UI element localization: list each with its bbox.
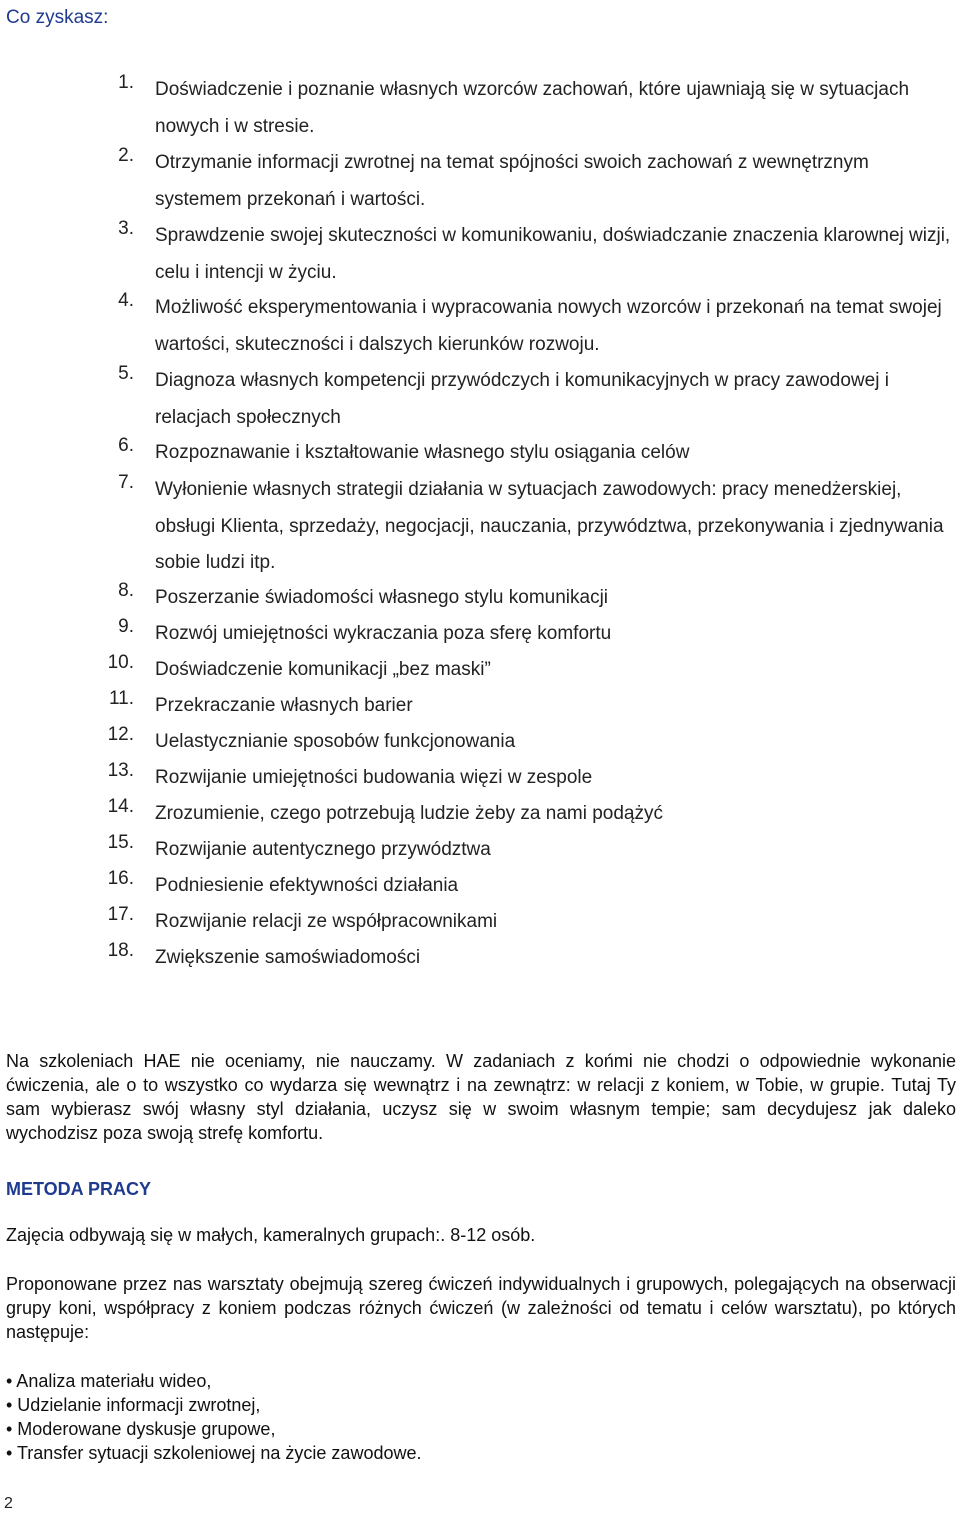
item-number: 18.	[107, 940, 134, 961]
item-number: 2.	[118, 145, 134, 166]
item-text: Zwiększenie samoświadomości	[155, 947, 421, 968]
intro-paragraph: Na szkoleniach HAE nie oceniamy, nie nauczamy. W zadaniach z końmi nie chodzi o odpowiednie wykonanie ćwiczenia, ale o to wszystko co wydarza się wewnątrz i na zewnątrz: w relacji z koniem, w Tobie, w grupie. Tutaj Ty sam wybierasz swój własny styl działania, uczysz się w swoim własnym tempie; sam decydujesz jak daleko wychodzisz poza swoją strefę komfortu.	[6, 1051, 956, 1143]
groups-text: Zajęcia odbywają się w małych, kameralnych grupach:. 8-12 osób.	[6, 1225, 536, 1245]
item-text: Poszerzanie świadomości własnego stylu komunikacji	[155, 587, 609, 608]
item-text: Sprawdzenie swojej skuteczności w komunikowaniu, doświadczanie znaczenia klarownej wizji, celu i intencji w życiu.	[155, 225, 951, 283]
bullet-item: • Udzielanie informacji zwrotnej,	[6, 1395, 261, 1415]
method-description: Proponowane przez nas warsztaty obejmują szereg ćwiczeń indywidualnych i grupowych, polegających na obserwacji grupy koni, współpracy z koniem podczas różnych ćwiczeń (w zależności od tematu i celów warsztatu), po których następuje:	[6, 1274, 956, 1342]
item-number: 9.	[118, 616, 134, 637]
bullet-item: • Moderowane dyskusje grupowe,	[6, 1419, 276, 1439]
item-number: 10.	[107, 652, 134, 673]
item-text: Uelastycznianie sposobów funkcjonowania	[155, 731, 516, 752]
item-number: 6.	[118, 435, 134, 456]
item-number: 15.	[107, 832, 134, 853]
item-number: 17.	[107, 904, 134, 925]
item-text: Przekraczanie własnych barier	[155, 695, 413, 716]
item-text: Możliwość eksperymentowania i wypracowania nowych wzorców i przekonań na temat swojej wartości, skuteczności i dalszych kierunków rozwoju.	[155, 297, 942, 355]
item-number: 8.	[118, 580, 134, 601]
item-text: Rozpoznawanie i kształtowanie własnego stylu osiągania celów	[155, 442, 690, 463]
item-number: 16.	[107, 868, 134, 889]
item-text: Rozwijanie autentycznego przywództwa	[155, 839, 491, 860]
page-heading: Co zyskasz:	[6, 7, 109, 28]
item-text: Doświadczenie i poznanie własnych wzorców zachowań, które ujawniają się w sytuacjach nowych i w stresie.	[155, 79, 910, 137]
item-text: Otrzymanie informacji zwrotnej na temat spójności swoich zachowań z wewnętrznym systemem przekonań i wartości.	[155, 152, 869, 210]
item-text: Rozwój umiejętności wykraczania poza sferę komfortu	[155, 623, 612, 644]
bullet-item: • Analiza materiału wideo,	[6, 1371, 212, 1391]
page-number: 2	[4, 1495, 13, 1512]
item-number: 5.	[118, 363, 134, 384]
bullet-item: • Transfer sytuacji szkoleniowej na życie zawodowe.	[6, 1443, 422, 1463]
item-number: 11.	[108, 688, 134, 709]
item-text: Wyłonienie własnych strategii działania w sytuacjach zawodowych: pracy menedżerskiej, obsługi Klienta, sprzedaży, negocjacji, nauczania, przywództwa, przekonywania i zjednywania sobie ludzi itp.	[155, 479, 944, 573]
item-number: 13.	[107, 760, 134, 781]
item-text: Diagnoza własnych kompetencji przywódczych i komunikacyjnych w pracy zawodowej i relacjach społecznych	[155, 370, 889, 428]
item-number: 4.	[118, 290, 134, 311]
item-number: 14.	[107, 796, 134, 817]
item-number: 3.	[118, 218, 134, 239]
item-text: Rozwijanie relacji ze współpracownikami	[155, 911, 498, 932]
item-number: 7.	[118, 472, 134, 493]
item-text: Zrozumienie, czego potrzebują ludzie żeby za nami podążyć	[155, 803, 663, 824]
item-text: Doświadczenie komunikacji „bez maski”	[155, 659, 491, 680]
section-title: METODA PRACY	[6, 1179, 152, 1199]
item-number: 12.	[107, 724, 134, 745]
item-text: Rozwijanie umiejętności budowania więzi w zespole	[155, 767, 593, 788]
item-text: Podniesienie efektywności działania	[155, 875, 459, 896]
method-bullet-list	[6, 1369, 422, 1465]
item-number: 1.	[118, 72, 134, 93]
